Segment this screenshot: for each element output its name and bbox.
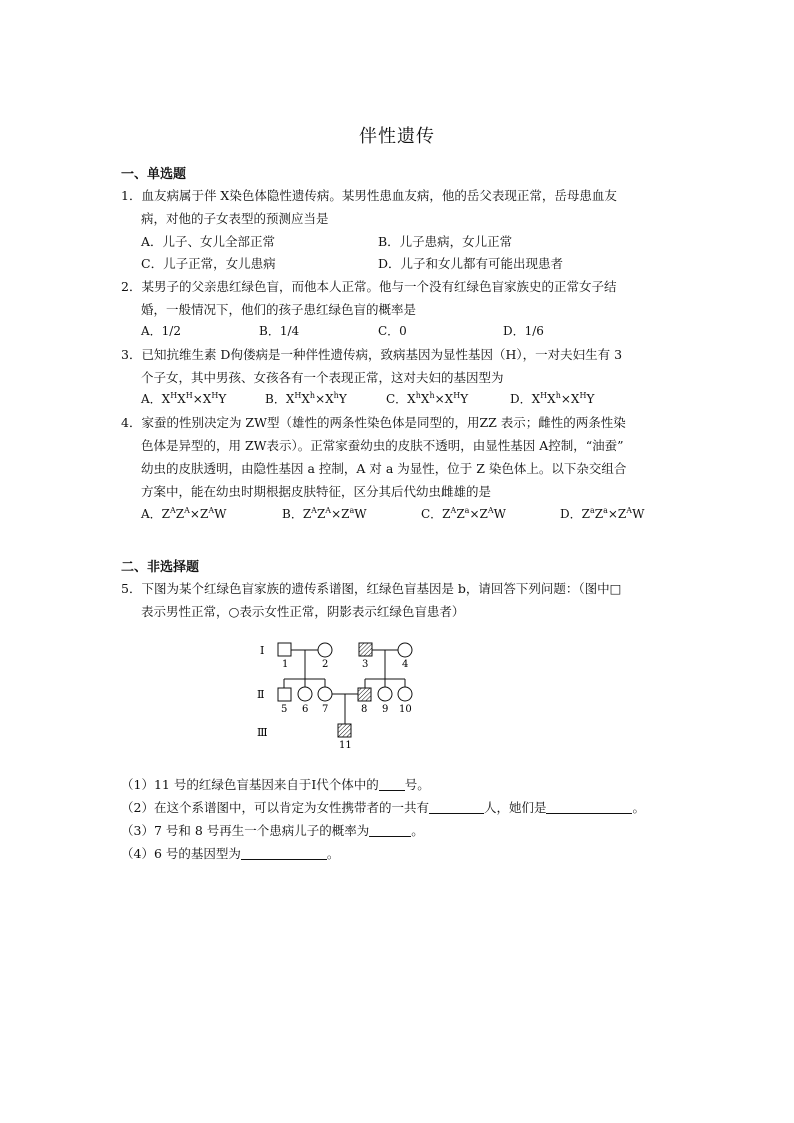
question-1-option-a: A．儿子、女儿全部正常	[141, 234, 276, 249]
question-4-option-b: B．$Z^AZ^A\times Z^aW$	[282, 506, 367, 521]
individual-number-5: 5	[281, 704, 288, 715]
female-normal-4	[398, 643, 412, 657]
female-normal-9	[378, 687, 392, 701]
generation-label-3: Ⅲ	[257, 726, 268, 739]
question-1-option-c: C．儿子正常，女儿患病	[141, 256, 276, 271]
answer-blank-2a[interactable]	[429, 801, 484, 814]
sub-question-2: （2）在这个系谱图中，可以肯定为女性携带者的一共有 人，她们是 。	[121, 800, 645, 815]
question-2-option-b: B．1/4	[259, 324, 300, 338]
question-4-line-2: 色体是异型的，用 ZW表示）。正常家蚕幼虫的皮肤不透明，由显性基因 A控制，“油蚕”	[141, 438, 624, 453]
individual-number-3: 3	[362, 659, 369, 670]
question-3-option-d: D．$X^HX^h\times X^HY$	[510, 391, 595, 406]
question-2-option-d: D．1/6	[503, 324, 544, 338]
question-5-line-1: 5．下图为某个红绿色盲家族的遗传系谱图，红绿色盲基因是 b，请回答下列问题：（图中□	[121, 581, 622, 596]
answer-blank-3[interactable]	[369, 824, 411, 837]
question-1-line-1: 1．血友病属于伴 X染色体隐性遗传病。某男性患血友病，他的岳父表现正常，岳母患血友	[121, 188, 617, 203]
male-affected-3	[359, 643, 372, 656]
section-heading-non-choice: 二、非选择题	[121, 560, 200, 575]
question-4-line-1: 4．家蚕的性别决定为 ZW型（雄性的两条性染色体是同型的，用ZZ 表示；雌性的两条性染	[121, 415, 626, 430]
question-5-line-2: 表示男性正常，○表示女性正常，阴影表示红绿色盲患者）	[141, 604, 465, 619]
question-1-line-2: 病，对他的子女表型的预测应当是	[141, 211, 329, 226]
question-2-line-1: 2．某男子的父亲患红绿色盲，而他本人正常。他与一个没有红绿色盲家族史的正常女子结	[121, 279, 617, 294]
generation-label-2: Ⅱ	[257, 688, 265, 701]
question-2-line-2: 婚，一般情况下，他们的孩子患红绿色盲的概率是	[141, 302, 417, 317]
question-3-option-c: C．$X^hX^h\times X^HY$	[386, 391, 469, 406]
individual-number-9: 9	[382, 704, 389, 715]
female-normal-10	[398, 687, 412, 701]
individual-number-6: 6	[302, 704, 309, 715]
question-1-option-b: B．儿子患病，女儿正常	[378, 234, 513, 249]
answer-blank-1[interactable]	[379, 778, 405, 791]
sub-question-1: （1）11 号的红绿色盲基因来自于Ⅰ代个体中的 号。	[121, 777, 430, 792]
answer-blank-2b[interactable]	[546, 801, 632, 814]
generation-label-1: Ⅰ	[260, 644, 265, 657]
question-3-option-a: A．$X^HX^H\times X^HY$	[141, 391, 227, 406]
question-4-option-c: C．$Z^AZ^a\times Z^AW$	[421, 506, 506, 521]
individual-number-11: 11	[339, 740, 352, 751]
question-4-line-3: 幼虫的皮肤透明，由隐性基因 a 控制，A 对 a 为显性，位于 Z 染色体上。以下杂交组合	[141, 461, 627, 476]
pedigree-diagram	[250, 638, 430, 753]
individual-number-8: 8	[361, 704, 368, 715]
female-normal-7	[318, 687, 332, 701]
question-2-option-c: C．0	[378, 324, 407, 338]
question-4-option-d: D．$Z^aZ^a\times Z^AW$	[560, 506, 645, 521]
individual-number-1: 1	[282, 659, 289, 670]
male-normal-1	[278, 643, 291, 656]
section-heading-single-choice: 一、单选题	[121, 167, 187, 182]
female-normal-2	[318, 643, 332, 657]
male-normal-5	[278, 688, 291, 701]
male-affected-8	[358, 688, 371, 701]
question-3-line-2: 个子女，其中男孩、女孩各有一个表现正常，这对夫妇的基因型为	[141, 370, 504, 385]
question-2-option-a: A．1/2	[141, 324, 181, 338]
answer-blank-4[interactable]	[241, 847, 327, 860]
sub-question-4: （4）6 号的基因型为 。	[121, 846, 340, 861]
individual-number-10: 10	[399, 704, 412, 715]
question-3-line-1: 3．已知抗维生素 D佝偻病是一种伴性遗传病，致病基因为显性基因（H），一对夫妇生有 3	[121, 347, 623, 362]
question-1-option-d: D．儿子和女儿都有可能出现患者	[378, 256, 564, 271]
female-normal-6	[298, 687, 312, 701]
individual-number-2: 2	[322, 659, 329, 670]
question-4-option-a: A．$Z^AZ^A\times Z^AW$	[141, 506, 227, 521]
individual-number-7: 7	[322, 704, 329, 715]
individual-number-4: 4	[402, 659, 409, 670]
question-4-line-4: 方案中，能在幼虫时期根据皮肤特征，区分其后代幼虫雌雄的是	[141, 484, 492, 499]
page-title: 伴性遗传	[359, 126, 435, 147]
male-affected-11	[338, 724, 351, 737]
sub-question-3: （3）7 号和 8 号再生一个患病儿子的概率为 。	[121, 823, 424, 838]
question-3-option-b: B．$X^HX^h\times X^hY$	[265, 391, 347, 406]
